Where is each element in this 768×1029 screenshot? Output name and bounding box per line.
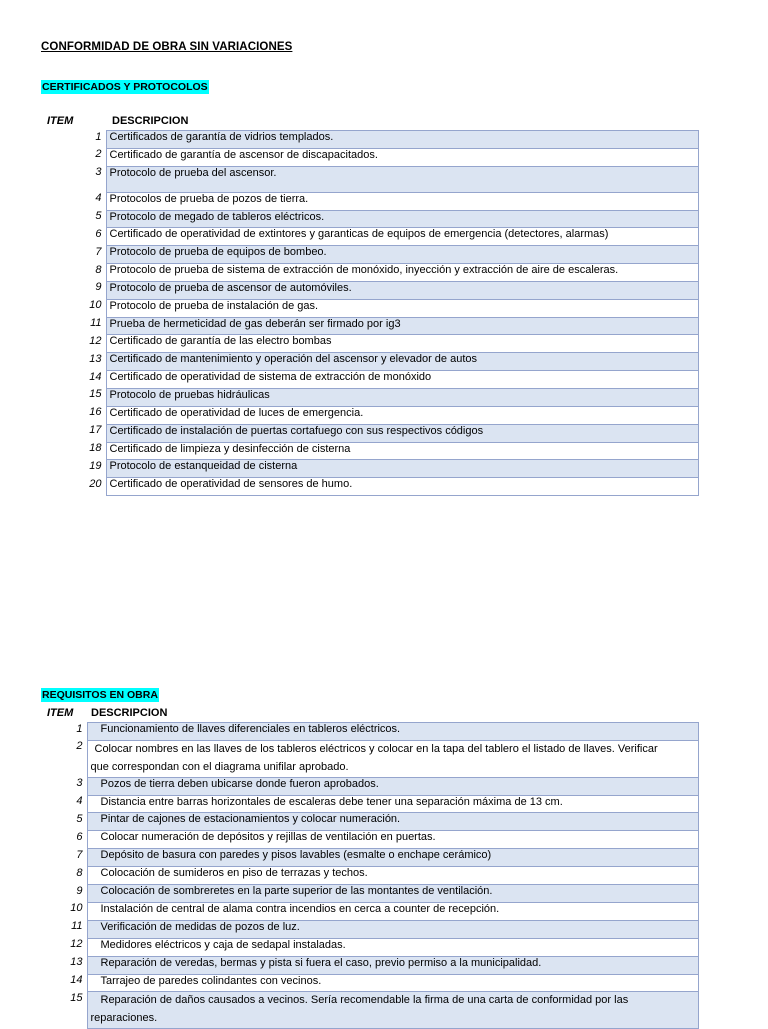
item-description: Certificado de garantía de ascensor de discapacitados. <box>106 148 698 166</box>
table-row <box>40 795 698 813</box>
table-row <box>40 281 698 299</box>
item-description-line <box>91 992 698 1010</box>
item-description <box>87 885 698 903</box>
table-row <box>40 831 698 849</box>
item-number: 13 <box>40 956 87 974</box>
table-row <box>40 424 698 442</box>
table-row <box>40 335 698 353</box>
table-row <box>40 264 698 282</box>
table-row <box>40 388 698 406</box>
item-description <box>87 813 698 831</box>
item-description: Protocolo de estanqueidad de cisterna <box>106 460 698 478</box>
item-description-text: Colocación de sumideros en piso de terrazas y techos. <box>100 867 368 880</box>
item-description: Protocolos de prueba de pozos de tierra. <box>106 192 698 210</box>
item-number: 4 <box>40 795 87 813</box>
item-number: 8 <box>40 867 87 885</box>
table-row <box>40 317 698 335</box>
item-description-text: Colocar nombres en las llaves de los tableros eléctricos y colocar en la tapa del tablero el listado de llaves. Verificar <box>94 742 658 755</box>
item-description <box>87 938 698 956</box>
item-number: 11 <box>40 920 87 938</box>
item-number: 7 <box>40 246 106 264</box>
item-description: Certificados de garantía de vidrios templados. <box>106 131 698 149</box>
item-number: 9 <box>40 281 106 299</box>
table-row <box>40 460 698 478</box>
item-description <box>87 831 698 849</box>
table-row <box>40 902 698 920</box>
item-description-text: Reparación de daños causados a vecinos. Sería recomendable la firma de una carta de conformidad por las <box>100 994 629 1007</box>
item-description <box>87 992 698 1029</box>
item-description-text: Reparación de veredas, bermas y pista si fuera el caso, previo permiso a la municipalidad. <box>100 956 542 969</box>
item-description <box>87 956 698 974</box>
item-description: Certificado de operatividad de sistema de extracción de monóxido <box>106 371 698 389</box>
table-row <box>40 299 698 317</box>
item-description: Protocolo de prueba de ascensor de automóviles. <box>106 281 698 299</box>
table-row <box>40 885 698 903</box>
item-number: 14 <box>40 371 106 389</box>
item-description <box>87 920 698 938</box>
table-row <box>40 406 698 424</box>
table-row <box>40 148 698 166</box>
item-description: Certificado de limpieza y desinfección de cisterna <box>106 442 698 460</box>
item-description-text: Colocar numeración de depósitos y rejillas de ventilación en puertas. <box>100 831 436 844</box>
item-number: 10 <box>40 299 106 317</box>
item-description-text: Distancia entre barras horizontales de escaleras debe tener una separación máxima de 13 cm. <box>100 795 563 808</box>
table-row <box>40 723 698 741</box>
table-row <box>40 192 698 210</box>
item-number: 9 <box>40 885 87 903</box>
item-description-line: reparaciones. <box>90 1012 158 1025</box>
item-description-text: Colocación de sombreretes en la parte superior de las montantes de ventilación. <box>100 885 493 898</box>
item-number: 4 <box>40 192 106 210</box>
item-number: 5 <box>40 210 106 228</box>
table-header-item: ITEM <box>47 707 74 719</box>
item-number: 15 <box>40 992 87 1029</box>
item-number: 16 <box>40 406 106 424</box>
section-heading-requisitos: REQUISITOS EN OBRA <box>42 689 158 701</box>
item-number: 11 <box>40 317 106 335</box>
table-header-descripcion: DESCRIPCION <box>91 707 168 719</box>
table-row <box>40 956 698 974</box>
item-description: Protocolo de megado de tableros eléctricos. <box>106 210 698 228</box>
table-row <box>40 131 698 149</box>
item-description: Certificado de operatividad de extintores y garanticas de equipos de emergencia (detectores, alarmas) <box>106 228 698 246</box>
item-description <box>87 867 698 885</box>
item-description-text: Medidores eléctricos y caja de sedapal instaladas. <box>100 938 346 951</box>
table-header-descripcion: DESCRIPCION <box>112 115 189 127</box>
item-description <box>87 795 698 813</box>
item-description <box>87 740 698 777</box>
item-description-text: Tarrajeo de paredes colindantes con vecinos. <box>100 974 322 987</box>
item-description: Protocolo de prueba del ascensor. <box>106 166 698 192</box>
item-number: 2 <box>40 740 87 777</box>
item-description-text: Pozos de tierra deben ubicarse donde fueron aprobados. <box>100 777 379 790</box>
item-description <box>87 849 698 867</box>
item-number: 1 <box>40 131 106 149</box>
item-number: 20 <box>40 478 106 496</box>
item-number: 2 <box>40 148 106 166</box>
table-row <box>40 371 698 389</box>
table-row <box>40 974 698 992</box>
item-description <box>87 723 698 741</box>
item-description-line <box>91 741 698 759</box>
table-row <box>40 777 698 795</box>
item-description: Certificado de operatividad de sensores de humo. <box>106 478 698 496</box>
item-number: 3 <box>40 777 87 795</box>
item-number: 3 <box>40 166 106 192</box>
table-row <box>40 740 698 777</box>
table-row <box>40 246 698 264</box>
item-description <box>87 777 698 795</box>
item-number: 17 <box>40 424 106 442</box>
table-row <box>40 442 698 460</box>
item-number: 18 <box>40 442 106 460</box>
item-number: 1 <box>40 723 87 741</box>
item-number: 12 <box>40 335 106 353</box>
item-number: 19 <box>40 460 106 478</box>
table-row <box>40 849 698 867</box>
requisitos-table <box>40 722 699 1029</box>
item-description-text: Instalación de central de alama contra incendios en cerca a counter de recepción. <box>100 902 500 915</box>
item-number: 13 <box>40 353 106 371</box>
table-row <box>40 478 698 496</box>
table-row <box>40 938 698 956</box>
item-description: Prueba de hermeticidad de gas deberán ser firmado por ig3 <box>106 317 698 335</box>
table-row <box>40 353 698 371</box>
page-title: CONFORMIDAD DE OBRA SIN VARIACIONES <box>41 41 293 53</box>
item-number: 7 <box>40 849 87 867</box>
table-row <box>40 210 698 228</box>
item-number: 15 <box>40 388 106 406</box>
table-row <box>40 228 698 246</box>
item-number: 10 <box>40 902 87 920</box>
item-description-line: que correspondan con el diagrama unifilar aprobado. <box>90 760 349 773</box>
item-number: 6 <box>40 831 87 849</box>
item-number: 6 <box>40 228 106 246</box>
item-description-text: Funcionamiento de llaves diferenciales en tableros eléctricos. <box>100 723 401 735</box>
item-description-text: Depósito de basura con paredes y pisos lavables (esmalte o enchape cerámico) <box>100 849 492 862</box>
item-number: 12 <box>40 938 87 956</box>
table-row <box>40 813 698 831</box>
item-number: 5 <box>40 813 87 831</box>
item-description: Protocolo de prueba de equipos de bombeo. <box>106 246 698 264</box>
table-row <box>40 166 698 192</box>
section-heading-certificados: CERTIFICADOS Y PROTOCOLOS <box>42 81 208 93</box>
item-description <box>87 902 698 920</box>
item-description: Protocolo de prueba de instalación de gas. <box>106 299 698 317</box>
item-description-text: Pintar de cajones de estacionamientos y colocar numeración. <box>100 813 401 826</box>
item-number: 14 <box>40 974 87 992</box>
item-description: Certificado de garantía de las electro bombas <box>106 335 698 353</box>
item-description-text: Verificación de medidas de pozos de luz. <box>100 920 300 933</box>
certificados-table <box>40 130 699 496</box>
item-description: Certificado de instalación de puertas cortafuego con sus respectivos códigos <box>106 424 698 442</box>
item-description <box>87 974 698 992</box>
table-row <box>40 992 698 1029</box>
table-row <box>40 920 698 938</box>
item-description: Certificado de operatividad de luces de emergencia. <box>106 406 698 424</box>
table-row <box>40 867 698 885</box>
item-description: Certificado de mantenimiento y operación del ascensor y elevador de autos <box>106 353 698 371</box>
item-number: 8 <box>40 264 106 282</box>
item-description: Protocolo de pruebas hidráulicas <box>106 388 698 406</box>
item-description: Protocolo de prueba de sistema de extracción de monóxido, inyección y extracción de aire de escaleras. <box>106 264 698 282</box>
table-header-item: ITEM <box>47 115 74 127</box>
